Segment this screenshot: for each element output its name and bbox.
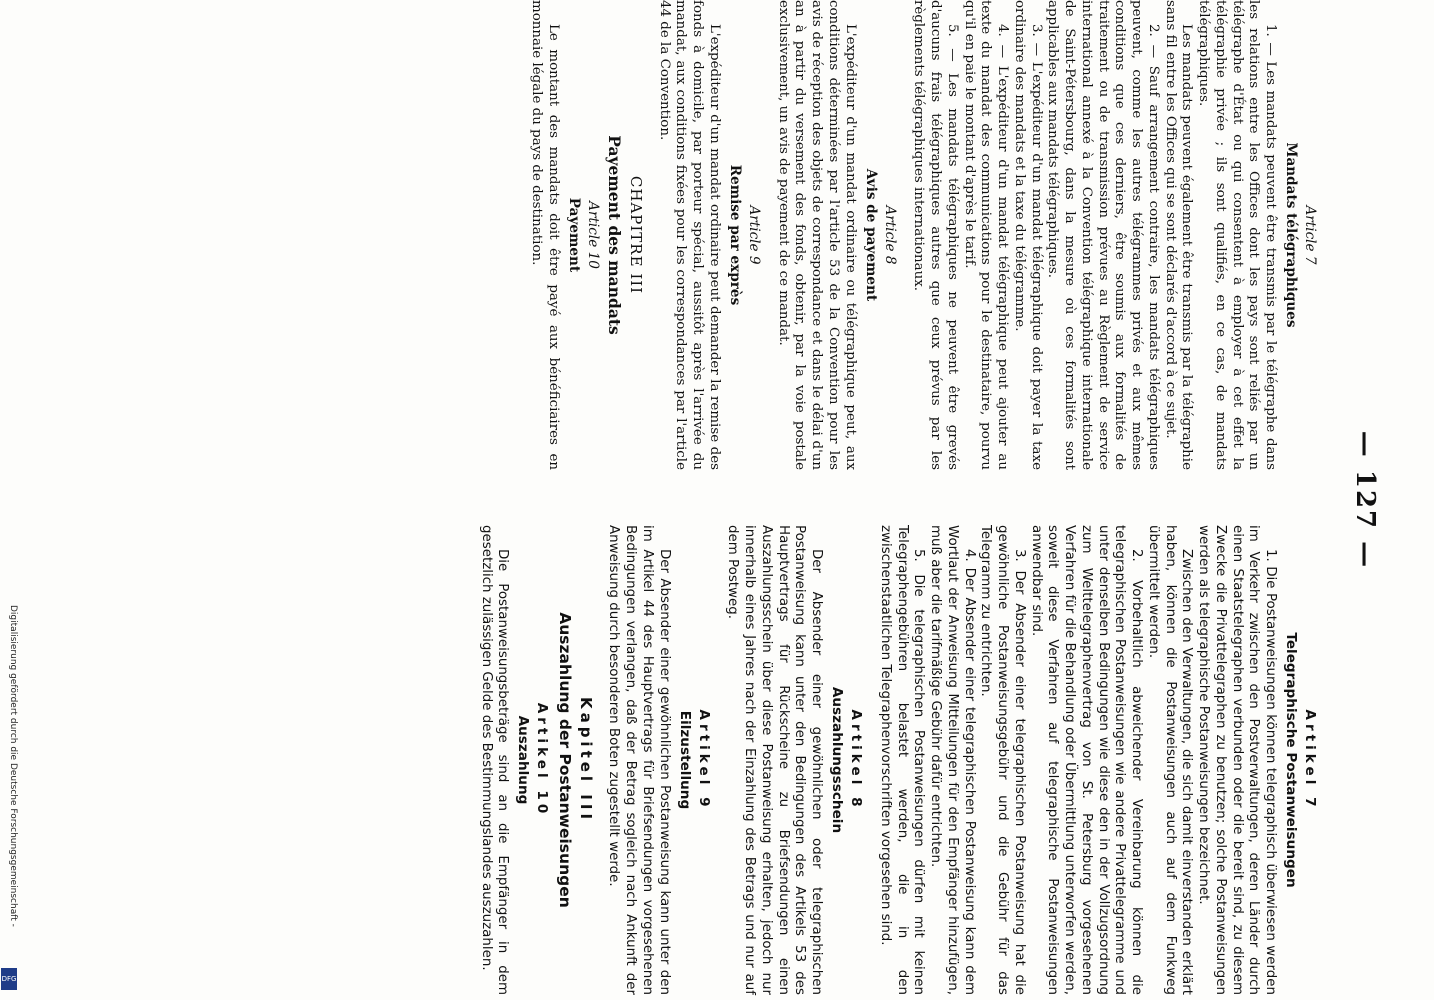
- de-art9-label: Artikel 9: [695, 709, 712, 811]
- de-art7-heading: Telegraphische Postanweisungen: [1283, 632, 1300, 888]
- german-column: [477, 525, 1322, 995]
- fr-art9-p1: L'expéditeur d'un mandat ordinaire peut demander la remise des fonds à domicile, par porteur spécial, aussitôt après l'arrivée du mandat, aux conditions fixées pour les correspondances par l'article 44 de la Convention.: [656, 0, 722, 470]
- de-art7-p3: 3. Der Absender einer telegraphischen Postanweisung hat die gewöhnliche Postanweisungsgebühr und die Gebühr für das Telegramm zu entrichten.: [978, 525, 1027, 995]
- fr-art7-p2: 2. — Sauf arrangement contraire, les mandats télégraphiques peuvent, comme les autres télégrammes privés et aux mêmes conditions que ces derniers, être soumis aux formalités de traitement ou de transmission prévues au Règlement de service international annexé à la Convention télégraphique internationale de Saint-Pétersbourg, dans la mesure où ces formalités sont applicables aux mandats télégraphiques.: [1045, 0, 1161, 470]
- fr-art7-p5: 5. — Les mandats télégraphiques ne peuvent être grevés d'aucuns frais télégraphiques autres que ceux prévus par les règlements télégraphiques internationaux.: [911, 0, 960, 470]
- fr-art7-p4: 4. — L'expéditeur d'un mandat télégraphique peut ajouter au texte du mandat des communications pour le destinataire, pourvu qu'il en paie le montant d'après le tarif.: [961, 0, 1011, 470]
- de-art7-p1: 1. Die Postanweisungen können telegraphisch überwiesen werden im Verkehr zwischen den Postverwaltungen, deren Länder durch einen Staatstelegraphen verbunden oder die bereit sind, zu diesem Zwecke die Privattelegraphen zu benutzen; solche Postanweisungen werden als telegraphische Postanweisungen bezeichnet.: [1196, 525, 1279, 995]
- fr-art7-p1: 1. — Les mandats peuvent être transmis par le télégraphe dans les relations entre les Offices dont les pays sont reliés par un télégraphe d'État ou qui consentent à employer à cet effet la télégraphie privée ; ils sont qualifiés, en ce cas, de mandats télégraphiques.: [1196, 0, 1279, 470]
- fr-art7-p1b: Les mandats peuvent également être transmis par la télégraphie sans fil entre les Offices qui se sont déclarés d'accord à ce sujet.: [1162, 0, 1195, 470]
- de-art9-heading: Eilzustellung: [676, 710, 693, 810]
- de-art10-p1: Die Postanweisungsbeträge sind an die Empfänger in dem gesetzlich zulässigen Gelde des Bestimmungslandes auszuzahlen.: [478, 525, 511, 995]
- rotated-page: [150, 0, 1380, 1000]
- de-art8-p1: Der Absender einer gewöhnlichen oder telegraphischen Postanweisung kann unter den Bedingungen des Artikels 53 des Hauptvertrags für Rückscheine zu Briefsendungen einen Auszahlungsschein über diese Postanweisung erhalten, jedoch nur innerhalb eines Jahres nach der Einzahlung des Betrags und nur auf dem Postweg.: [725, 525, 825, 995]
- de-art7-label: Artikel 7: [1302, 709, 1318, 811]
- fr-chapter-label: CHAPITRE III: [626, 175, 645, 295]
- de-chapter-title: Auszahlung der Postanweisungen: [555, 612, 574, 908]
- fr-art9-label: Article 9: [745, 205, 762, 265]
- digitization-footer: [0, 0, 28, 1000]
- de-art10-label: Artikel 10: [534, 702, 551, 818]
- fr-art7-heading: Mandats télégraphiques: [1283, 142, 1300, 328]
- fr-chapter-title: Payement des mandats: [605, 135, 625, 335]
- de-art10-heading: Auszahlung: [515, 715, 532, 805]
- fr-art8-p1: L'expéditeur d'un mandat ordinaire ou télégraphique peut, aux conditions déterminées par l'article 53 de la Convention pour les avis de réception des objets de correspondance et dans le délai d'un an à partir du versement des fonds, obtenir, par la voie postale exclusivement, un avis de payement de ce mandat.: [775, 0, 858, 470]
- de-art7-p2: 2. Vorbehaltlich abweichender Vereinbarung können die telegraphischen Postanweisungen wie andere Privattelegramme und unter denselben Bedingungen wie diese den in der Vollzugsordnung zum Welttelegraphenvertrag von St. Petersburg vorgesehenen Verfahren für die Behandlung oder Übermittlung unterworfen werden, soweit diese Verfahren auf telegraphische Postanweisungen anwendbar sind.: [1028, 525, 1145, 995]
- fr-art8-heading: Avis de payement: [862, 168, 879, 302]
- french-column: [527, 0, 1322, 470]
- fr-art7-p3: 3. — L'expéditeur d'un mandat télégraphique doit payer la taxe ordinaire des mandats et la taxe du télégramme.: [1011, 0, 1044, 470]
- fr-art10-p1: Le montant des mandats doit être payé aux bénéficiaires en monnaie légale du pays de destination.: [529, 0, 561, 470]
- page-number: — 127 —: [1350, 430, 1380, 570]
- fr-art7-label: Article 7: [1302, 205, 1318, 265]
- de-art7-p4: 4. Der Absender einer telegraphischen Postanweisung kann dem Wortlaut der Anweisung Mitteilungen für den Empfänger hinzufügen, muß aber die tarifmäßige Gebühr dafür entrichten.: [928, 525, 977, 995]
- dfg-logo: DFG: [1, 968, 17, 990]
- de-art9-p1: Der Absender einer gewöhnlichen Postanweisung kann unter den im Artikel 44 des Hauptvertrags für Briefsendungen vorgesehenen Bedingungen verlangen, daß der Betrag sogleich nach Ankunft der Anweisung durch besonderen Boten zugestellt werde.: [606, 525, 672, 995]
- de-art8-heading: Auszahlungsschein: [829, 686, 846, 834]
- fr-art10-label: Article 10: [584, 201, 601, 269]
- de-art8-label: Artikel 8: [848, 709, 865, 811]
- digitization-credit: Digitalisierung gefördert durch die Deutsche Forschungsgemeinschaft -: [8, 605, 18, 927]
- de-art7-p5: 5. Die telegraphischen Postanweisungen dürfen mit keinen Telegraphengebühren belastet werden, die in den zwischenstaatlichen Telegraphenvorschriften vorgesehen sind.: [877, 525, 927, 995]
- fr-art9-heading: Remise par exprès: [726, 164, 743, 306]
- fr-art8-label: Article 8: [881, 205, 898, 265]
- fr-art10-heading: Payement: [565, 197, 582, 273]
- de-chapter-label: Kapitel III: [576, 696, 595, 824]
- de-art7-p1b: Zwischen den Verwaltungen, die sich damit einverstanden erklärt haben, können die Postanweisungen auch auf dem Funkweg übermittelt werden.: [1145, 525, 1195, 995]
